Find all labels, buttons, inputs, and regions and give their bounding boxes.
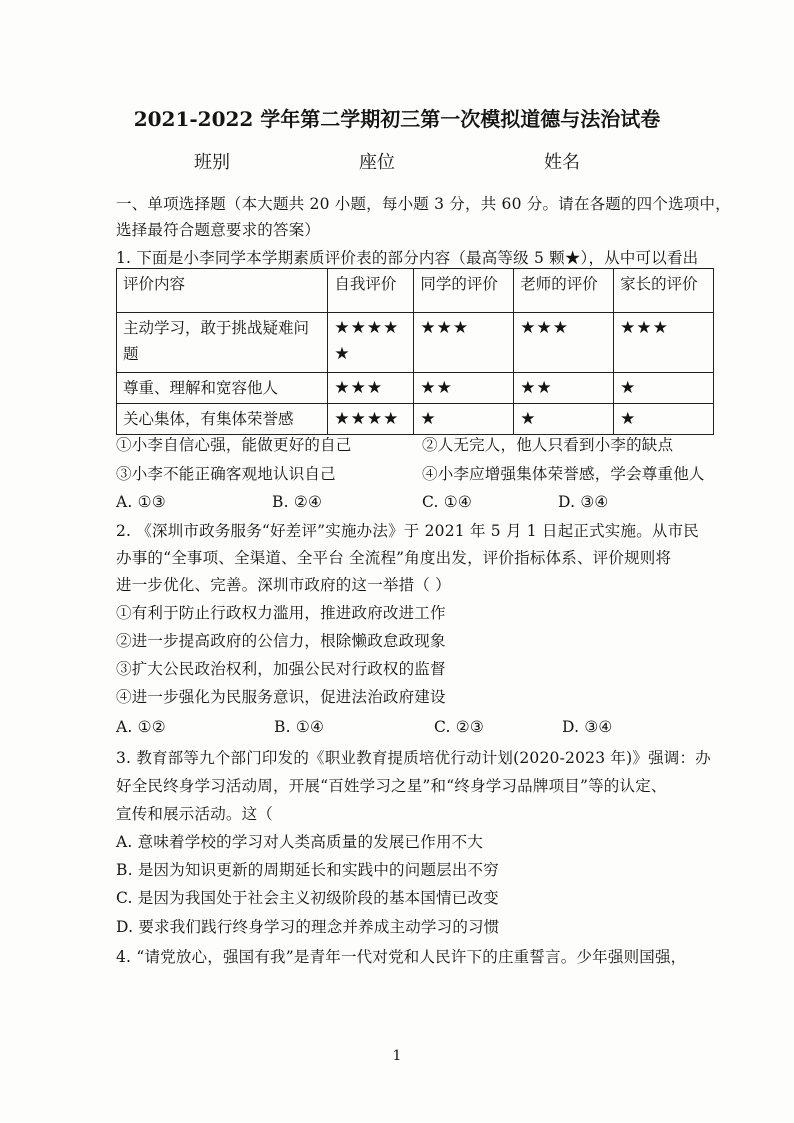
table-row	[117, 404, 714, 435]
table-row	[117, 373, 714, 404]
exam-title: 2021-2022 学年第二学期初三第一次模拟道德与法治试卷	[133, 107, 661, 131]
page-number: 1	[392, 1048, 402, 1064]
table-header: 老师的评价	[514, 269, 614, 313]
table-cell-rating: ★	[614, 373, 714, 404]
q2-stem-2: 办事的“全事项、全渠道、全平台 全流程”角度出发，评价指标体系、评价规则将	[116, 549, 672, 567]
q2-statement-1: ①有利于防止行政权力滥用，推进政府改进工作	[116, 604, 446, 622]
evaluation-table	[116, 268, 714, 435]
class-label: 班别	[194, 152, 230, 173]
name-label: 姓名	[544, 152, 580, 173]
q1-options	[116, 490, 746, 514]
q3-option-c[interactable]: C. 是因为我国处于社会主义初级阶段的基本国情已改变	[116, 889, 499, 907]
q1-statements-row1	[116, 433, 746, 457]
table-cell-rating: ★	[414, 404, 514, 435]
table-cell-rating: ★★★★★	[328, 313, 414, 373]
q2-stem-3: 进一步优化、完善。深圳市政府的这一举措（ ）	[116, 576, 451, 594]
table-header-row	[117, 269, 714, 313]
q1-option-c[interactable]: C. ①④	[422, 493, 472, 511]
table-header: 自我评价	[328, 269, 414, 313]
q1-option-b[interactable]: B. ②④	[272, 493, 323, 511]
q3-stem-1: 3. 教育部等九个部门印发的《职业教育提质培优行动计划(2020-2023 年)》强调：办	[116, 749, 711, 767]
q3-stem-2: 好全民终身学习活动周，开展“百姓学习之星”和“终身学习品牌项目”等的认定、	[116, 777, 667, 795]
q2-statement-3: ③扩大公民政治权利，加强公民对行政权的监督	[116, 660, 446, 678]
q3-stem-3: 宣传和展示活动。这（	[116, 805, 274, 823]
table-cell-item: 尊重、理解和宽容他人	[117, 373, 328, 404]
q2-statement-2: ②进一步提高政府的公信力，根除懒政怠政现象	[116, 632, 446, 650]
section-instructions: 一、单项选择题（本大题共 20 小题，每小题 3 分，共 60 分。请在各题的四个选项中，	[116, 195, 731, 213]
table-cell-rating: ★★★★	[328, 404, 414, 435]
table-header: 家长的评价	[614, 269, 714, 313]
table-header: 同学的评价	[414, 269, 514, 313]
q2-option-d[interactable]: D. ③④	[562, 718, 613, 736]
q3-option-b[interactable]: B. 是因为知识更新的周期延长和实践中的问题层出不穷	[116, 861, 499, 879]
table-cell-item: 主动学习，敢于挑战疑难问题	[117, 313, 328, 373]
table-cell-item: 关心集体，有集体荣誉感	[117, 404, 328, 435]
section-instructions-cont: 选择最符合题意要求的答案）	[116, 221, 321, 239]
q1-statement-4: ④小李应增强集体荣誉感，学会尊重他人	[422, 465, 705, 483]
q2-option-a[interactable]: A. ①②	[116, 718, 166, 736]
table-cell-rating: ★	[614, 404, 714, 435]
q3-option-d[interactable]: D. 要求我们践行终身学习的理念并养成主动学习的习惯	[116, 918, 500, 936]
seat-label: 座位	[359, 152, 395, 173]
q2-stem-1: 2. 《深圳市政务服务“好差评”实施办法》于 2021 年 5 月 1 日起正式实施。从市民	[116, 522, 699, 540]
q1-statement-3: ③小李不能正确客观地认识自己	[116, 465, 336, 483]
q1-option-d[interactable]: D. ③④	[558, 493, 609, 511]
q4-stem-1: 4. “请党放心，强国有我”是青年一代对党和人民许下的庄重誓言。少年强则国强，	[116, 948, 687, 966]
table-cell-rating: ★	[514, 404, 614, 435]
table-cell-rating: ★★	[414, 373, 514, 404]
table-cell-rating: ★★★	[414, 313, 514, 373]
q2-option-c[interactable]: C. ②③	[434, 718, 484, 736]
q2-statement-4: ④进一步强化为民服务意识，促进法治政府建设	[116, 688, 446, 706]
q3-option-a[interactable]: A. 意味着学校的学习对人类高质量的发展已作用不大	[116, 833, 484, 851]
table-row	[117, 313, 714, 373]
q2-options	[116, 715, 746, 739]
table-cell-rating: ★★★	[614, 313, 714, 373]
q1-statement-1: ①小李自信心强，能做更好的自己	[116, 436, 352, 454]
table-header: 评价内容	[117, 269, 328, 313]
q1-statements-row2	[116, 462, 746, 486]
table-cell-rating: ★★	[514, 373, 614, 404]
q1-stem: 1. 下面是小李同学本学期素质评价表的部分内容（最高等级 5 颗★），从中可以看出	[116, 249, 699, 267]
q1-option-a[interactable]: A. ①③	[116, 493, 166, 511]
q2-option-b[interactable]: B. ①④	[274, 718, 325, 736]
q1-statement-2: ②人无完人，他人只看到小李的缺点	[422, 436, 674, 454]
table-cell-rating: ★★★	[514, 313, 614, 373]
table-cell-rating: ★★★	[328, 373, 414, 404]
